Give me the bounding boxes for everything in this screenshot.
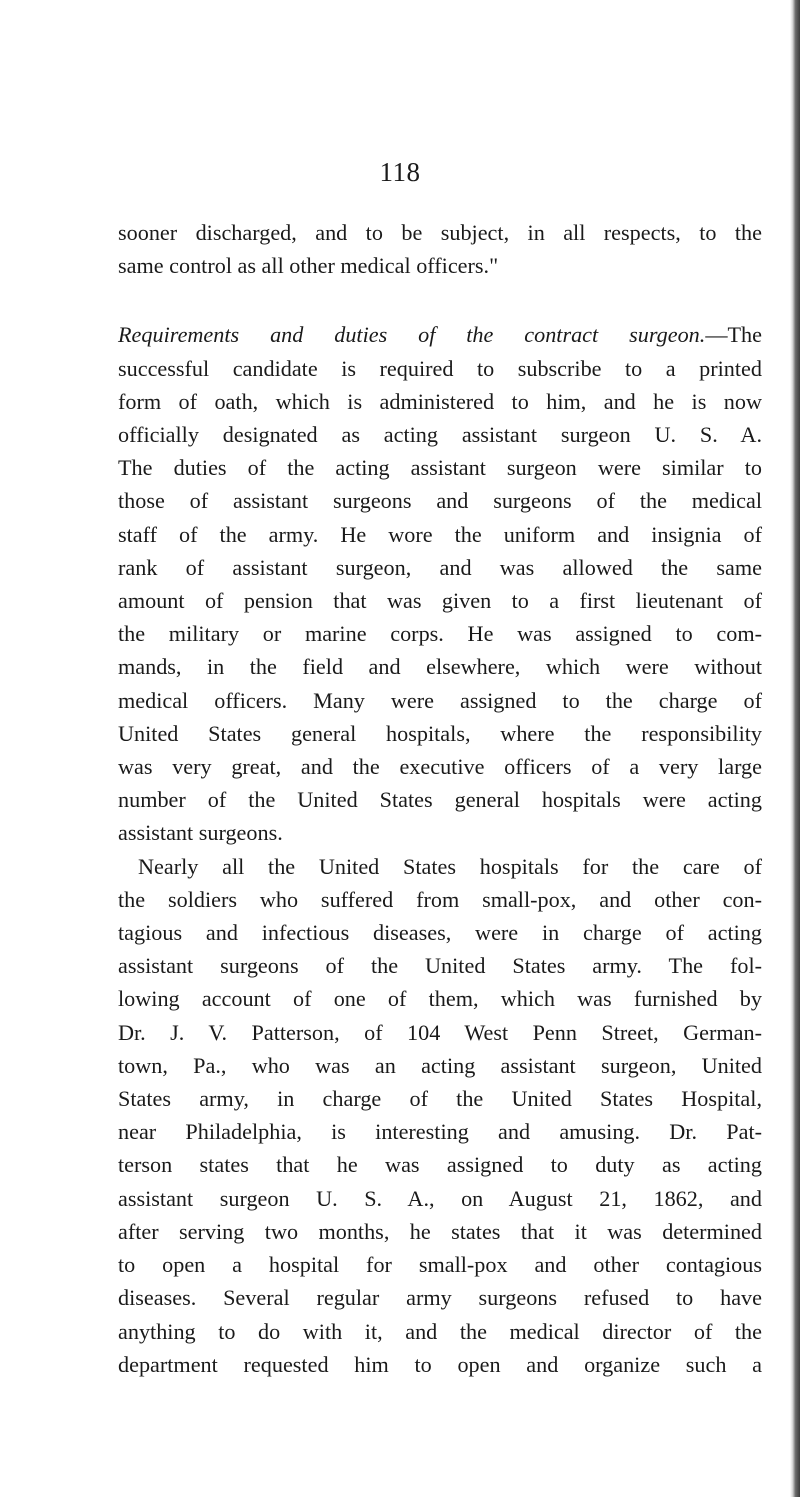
page-number: 118 <box>379 157 421 187</box>
text-line: rank of assistant surgeon, and was allowed the same <box>118 554 762 580</box>
text-line: successful candidate is required to subscribe to a printed <box>118 355 762 381</box>
text-line: States army, in charge of the United States Hospital, <box>118 1086 762 1112</box>
caption-dash-tail: —The <box>705 322 762 348</box>
paragraph-1 <box>118 216 762 282</box>
text-line: medical officers. Many were assigned to the charge of <box>118 687 762 713</box>
text-line: the soldiers who suffered from small-pox, and other con- <box>118 886 762 912</box>
text-line: form of oath, which is administered to him, and he is now <box>118 388 762 414</box>
text-line: assistant surgeons. <box>118 820 283 846</box>
page-edge-shadow <box>790 0 800 1497</box>
text-line: assistant surgeons of the United States army. The fol- <box>118 953 762 979</box>
text-line: Dr. J. V. Patterson, of 104 West Penn Street, German- <box>118 1019 762 1045</box>
text-line: near Philadelphia, is interesting and amusing. Dr. Pat- <box>118 1119 762 1145</box>
text-line: after serving two months, he states that it was determined <box>118 1218 762 1244</box>
text-line: department requested him to open and organize such a <box>118 1351 762 1377</box>
text-line: those of assistant surgeons and surgeons of the medical <box>118 488 762 514</box>
text-line: staff of the army. He wore the uniform and insignia of <box>118 521 762 547</box>
body-text <box>118 216 762 1381</box>
text-line: to open a hospital for small-pox and other contagious <box>118 1252 762 1278</box>
text-line: diseases. Several regular army surgeons refused to have <box>118 1285 762 1311</box>
text-line: amount of pension that was given to a first lieutenant of <box>118 588 762 614</box>
text-line: United States general hospitals, where the responsibility <box>118 720 762 746</box>
text-line: tagious and infectious diseases, were in charge of acting <box>118 920 762 946</box>
text-line: assistant surgeon U. S. A., on August 21, 1862, and <box>118 1185 762 1211</box>
text-line: anything to do with it, and the medical director of the <box>118 1318 762 1344</box>
heading-line <box>118 318 762 351</box>
text-line: lowing account of one of them, which was furnished by <box>118 986 762 1012</box>
text-line: the military or marine corps. He was assigned to com- <box>118 621 762 647</box>
text-line: Nearly all the United States hospitals for the care of <box>138 853 762 879</box>
text-line: same control as all other medical officers." <box>118 253 499 279</box>
text-line: The duties of the acting assistant surgeon were similar to <box>118 455 762 481</box>
paragraph-3 <box>118 850 762 1381</box>
text-line: town, Pa., who was an acting assistant surgeon, United <box>118 1052 762 1078</box>
text-line: sooner discharged, and to be subject, in all respects, to the <box>118 220 762 245</box>
section-caption: Requirements and duties of the contract surgeon. <box>118 322 706 348</box>
text-line: number of the United States general hospitals were acting <box>118 787 762 813</box>
text-line: terson states that he was assigned to duty as acting <box>118 1152 762 1178</box>
text-line: was very great, and the executive officers of a very large <box>118 754 762 780</box>
text-line: officially designated as acting assistant surgeon U. S. A. <box>118 422 762 448</box>
paragraph-2 <box>118 318 762 849</box>
text-line: mands, in the field and elsewhere, which were without <box>118 654 762 680</box>
